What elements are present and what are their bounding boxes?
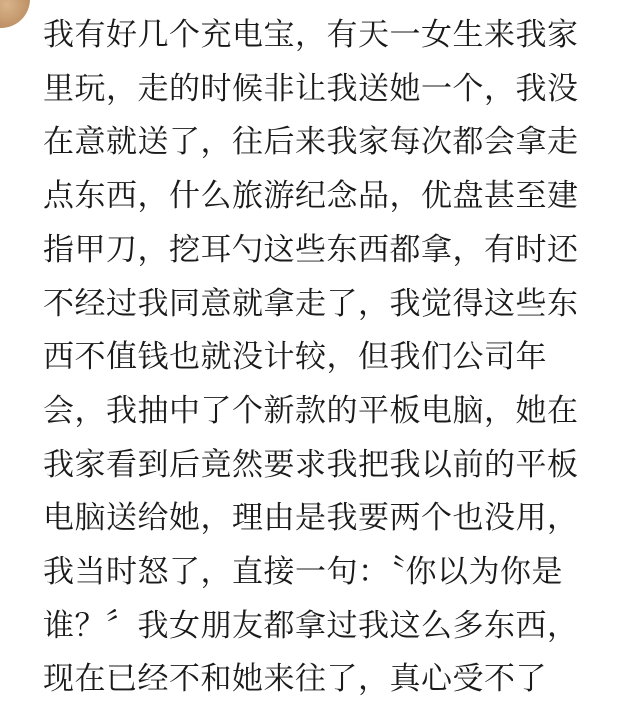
post-body xyxy=(43,9,603,707)
post-line: 在意就送了，往后来我家每次都会拿走 xyxy=(43,124,579,161)
post-line: 我家看到后竟然要求我把我以前的平板 xyxy=(43,446,579,483)
post-line: 谁？〞我女朋友都拿过我这么多东西， xyxy=(43,607,579,644)
post-line: 指甲刀，挖耳勺这些东西都拿，有时还 xyxy=(43,231,579,268)
post-line: 我有好几个充电宝，有天一女生来我家 xyxy=(43,17,579,53)
post-line: 不经过我同意就拿走了，我觉得这些东 xyxy=(43,285,579,322)
post-line: 里玩，走的时候非让我送她一个，我没 xyxy=(43,70,579,107)
post-line: 会，我抽中了个新款的平板电脑，她在 xyxy=(43,392,579,429)
post-line: 点东西，什么旅游纪念品，优盘甚至建 xyxy=(43,178,579,215)
post-line: 我当时怒了，直接一句：〝你以为你是 xyxy=(43,554,563,591)
post-line: 电脑送给她，理由是我要两个也没用， xyxy=(43,500,579,537)
avatar xyxy=(0,0,30,28)
post-line: 西不值钱也就没计较，但我们公司年 xyxy=(43,339,547,376)
post-line: 现在已经不和她来往了，真心受不了 xyxy=(43,661,547,698)
